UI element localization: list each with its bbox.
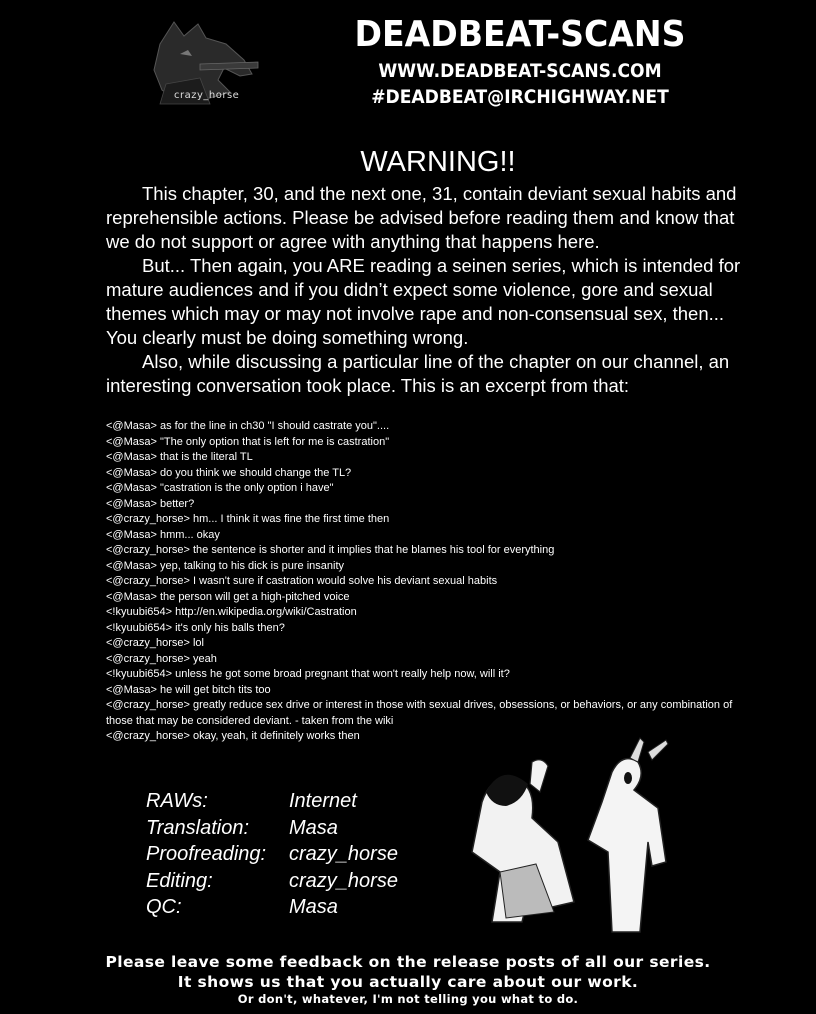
warning-paragraph: Also, while discussing a particular line of the chapter on our channel, an interesting conversation took place. This is an excerpt from that: [106,351,730,396]
chat-line: <@crazy_horse> the sentence is shorter and it implies that he blames his tool for everything [106,544,555,556]
chat-line: <@Masa> "The only option that is left for me is castration" [106,435,390,448]
footer-line: Or don't, whatever, I'm not telling you what to do. [237,992,579,1006]
chat-line: <@Masa> as for the line in ch30 "I should castrate you".... [106,420,390,432]
credit-row [146,788,398,815]
manga-characters-icon [462,732,684,942]
credit-row [146,841,398,868]
credit-name: crazy_horse [289,843,398,865]
credit-role: RAWs: [146,790,208,812]
chat-line: <@Masa> that is the literal TL [106,451,253,463]
chat-line: <@Masa> the person will get a high-pitched voice [106,590,350,603]
footer-note [0,952,816,1007]
credit-role: Translation: [146,816,250,839]
chat-line: <@crazy_horse> yeah [106,652,217,665]
credit-name: crazy_horse [289,869,398,892]
chat-line: <@Masa> hmm... okay [106,528,220,541]
credit-row [146,815,398,842]
site-url[interactable]: WWW.DEADBEAT-SCANS.COM [378,60,662,82]
chat-line: <@Masa> do you think we should change the TL? [106,466,352,479]
credits-list [146,788,398,921]
chat-log [106,419,746,745]
credit-row [146,894,398,921]
credit-name: Masa [289,896,338,918]
credit-role: Editing: [146,869,213,892]
credit-role: Proofreading: [146,843,267,865]
chat-line: <!kyuubi654> http://en.wikipedia.org/wiki/Castration [106,606,357,618]
credit-name: Masa [289,816,338,839]
warning-title: WARNING!! [360,146,516,178]
credit-role: QC: [146,896,182,918]
site-header [340,12,700,110]
site-name: DEADBEAT-SCANS [354,14,686,55]
chat-line: <!kyuubi654> unless he got some broad pregnant that won't really help now, will it? [106,668,510,680]
chat-line: <@crazy_horse> hm... I think it was fine the first time then [106,513,390,525]
credit-row [146,868,398,895]
chat-line: <@Masa> "castration is the only option i have" [106,482,334,494]
chat-line: <@crazy_horse> okay, yeah, it definitely works then [106,730,360,742]
warning-body [106,182,756,398]
warning-paragraph: This chapter, 30, and the next one, 31, contain deviant sexual habits and reprehensible actions. Please be advised before reading them and know that we do not support or agree with anything that happens here. [106,183,737,252]
chat-line: <@crazy_horse> lol [106,637,204,649]
chat-line: <@crazy_horse> I wasn't sure if castration would solve his deviant sexual habits [106,575,498,587]
warning-paragraph: But... Then again, you ARE reading a seinen series, which is intended for mature audiences and if you didn’t expect some violence, gore and sexual themes which may or may not involve rape and non-consensual sex, then... You clearly must be doing something wrong. [106,255,741,348]
credit-name: Internet [289,790,357,812]
chat-line: <@Masa> better? [106,497,195,510]
manga-illustration [462,732,684,942]
chat-line: <@Masa> yep, talking to his dick is pure insanity [106,559,345,572]
chat-line: <!kyuubi654> it's only his balls then? [106,621,285,634]
footer-line: It shows us that you actually care about our work. [177,973,639,991]
irc-channel[interactable]: #DEADBEAT@IRCHIGHWAY.NET [371,86,669,108]
chat-line: <@crazy_horse> greatly reduce sex drive or interest in those with sexual drives, obsessions, or behaviors, or any combination of those that may be considered deviant. - taken from the wiki [106,699,736,727]
footer-line: Please leave some feedback on the release posts of all our series. [105,953,711,971]
logo-label: crazy_horse [174,90,240,101]
chat-line: <@Masa> he will get bitch tits too [106,683,271,696]
